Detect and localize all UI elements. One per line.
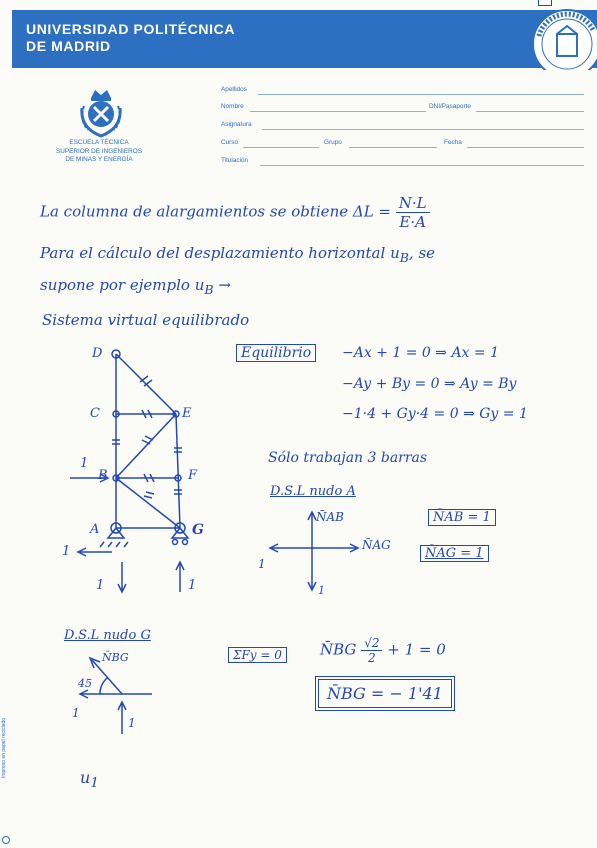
university-name-line2: DE MADRID <box>26 38 111 54</box>
n-bg-eq-right: + 1 = 0 <box>387 640 446 659</box>
dni-label: DNI/Pasaporte <box>429 103 471 110</box>
n-ab-result-box <box>428 510 496 525</box>
university-name <box>26 21 235 55</box>
node-label-g: G <box>192 522 204 538</box>
recycled-paper-note: Impreso en papel reciclado <box>1 717 7 778</box>
dsl-node-a-heading: D.S.L nudo A <box>270 484 356 499</box>
bar-be <box>116 414 176 478</box>
node-a-down-load: 1 <box>318 584 325 597</box>
sqrt2-denominator: 2 <box>368 651 376 665</box>
titulacion-label: Titulación <box>221 157 249 164</box>
n-bg-eq-left: N̄BG <box>320 640 357 659</box>
university-banner <box>12 10 597 68</box>
nombre-field[interactable] <box>250 111 426 112</box>
school-name-line2: SUPERIOR DE INGENIEROS <box>56 147 142 155</box>
node-label-f: F <box>188 468 198 483</box>
fecha-label: Fecha <box>444 139 462 146</box>
recycle-icon <box>2 836 10 844</box>
school-name-line3: DE MINAS Y ENERGÍA <box>65 156 133 163</box>
handwritten-line-4: Sistema virtual equilibrado <box>42 311 250 329</box>
n-bg-arrow <box>92 660 122 694</box>
handwritten-line-3 <box>40 276 231 297</box>
grupo-field[interactable] <box>349 147 437 148</box>
school-name-line1: ESCUELA TÉCNICA <box>69 139 129 146</box>
n-ag-result: N̄AG = 1 <box>420 545 489 562</box>
node-g-up-load: 1 <box>128 716 136 730</box>
node-label-b: B <box>98 468 108 483</box>
sum-fy-box <box>228 648 287 662</box>
reaction-ay-value: 1 <box>96 578 105 593</box>
curso-label: Curso <box>221 139 239 146</box>
equilibrium-eq-1: −Ax + 1 = 0 ⇒ Ax = 1 <box>342 345 499 361</box>
sum-fy-label: ΣFy = 0 <box>228 647 287 663</box>
line-3-text: supone por ejemplo u <box>40 276 205 294</box>
node-label-c: C <box>90 406 100 421</box>
reaction-gy-value: 1 <box>188 578 197 593</box>
fecha-field[interactable] <box>467 147 584 148</box>
n-ag-result-box <box>420 546 489 561</box>
dsl-node-g-heading: D.S.L nudo G <box>64 628 151 643</box>
n-bg-label: N̄BG <box>102 651 129 664</box>
u1-subscript: 1 <box>90 776 99 792</box>
asignatura-field[interactable] <box>262 129 584 130</box>
sqrt2-numerator: √2 <box>361 636 382 651</box>
line-2-text: Para el cálculo del desplazamiento horizontal u <box>40 244 400 262</box>
n-bg-result: N̄BG = − 1'41 <box>318 679 452 708</box>
reaction-ax-value: 1 <box>62 544 71 559</box>
n-ab-label: N̄AB <box>316 510 344 524</box>
n-ab-result: N̄AB = 1 <box>428 509 496 526</box>
bar-bg <box>116 478 180 528</box>
university-name-line1: UNIVERSIDAD POLITÉCNICA <box>26 21 236 37</box>
u1-text <box>80 768 99 791</box>
equilibrium-eq-3: −1·4 + Gy·4 = 0 ⇒ Gy = 1 <box>342 406 528 422</box>
dni-field[interactable] <box>476 111 584 112</box>
handwritten-line-1 <box>40 194 430 231</box>
fraction-denominator: E·A <box>399 213 426 231</box>
line-2-subscript: B <box>399 250 409 265</box>
line-3-arrow: → <box>218 276 231 294</box>
handwritten-line-2 <box>40 244 435 265</box>
angle-label: 45 <box>78 677 92 690</box>
node-label-e: E <box>182 406 192 421</box>
solo-trabajan-text: Sólo trabajan 3 barras <box>268 450 428 466</box>
node-g-left-load: 1 <box>72 706 80 720</box>
apellidos-field[interactable] <box>258 94 584 95</box>
angle-arc <box>100 678 107 694</box>
titulacion-field[interactable] <box>260 165 584 166</box>
curso-field[interactable] <box>243 147 319 148</box>
line-2-end: , se <box>408 244 436 262</box>
n-bg-equation <box>320 636 446 665</box>
grupo-label: Grupo <box>324 139 342 146</box>
node-label-d: D <box>92 346 103 361</box>
apellidos-label: Apellidos <box>221 86 247 93</box>
sqrt2-fraction <box>361 636 382 665</box>
school-name <box>44 139 154 165</box>
equilibrio-label: Equilibrio <box>236 344 316 362</box>
node-a-left-load: 1 <box>258 557 266 571</box>
school-crest-icon <box>76 86 126 138</box>
university-seal-icon <box>523 6 597 70</box>
node-label-a: A <box>90 522 100 537</box>
equilibrium-eq-2: −Ay + By = 0 ⇒ Ay = By <box>342 376 517 392</box>
line-3-subscript: B <box>204 282 214 297</box>
asignatura-label: Asignatura <box>221 121 252 128</box>
u1-letter: u <box>80 768 91 787</box>
line-1-text: La columna de alargamientos se obtiene ΔL = <box>40 202 391 221</box>
equilibrio-box <box>236 345 316 361</box>
n-ag-label: N̄AG <box>362 538 391 552</box>
applied-load-value: 1 <box>80 456 89 471</box>
nombre-label: Nombre <box>221 103 244 110</box>
right-chord <box>176 414 180 528</box>
n-bg-result-box <box>318 684 452 703</box>
fraction-numerator: N·L <box>396 194 430 213</box>
delta-l-fraction <box>396 194 430 231</box>
